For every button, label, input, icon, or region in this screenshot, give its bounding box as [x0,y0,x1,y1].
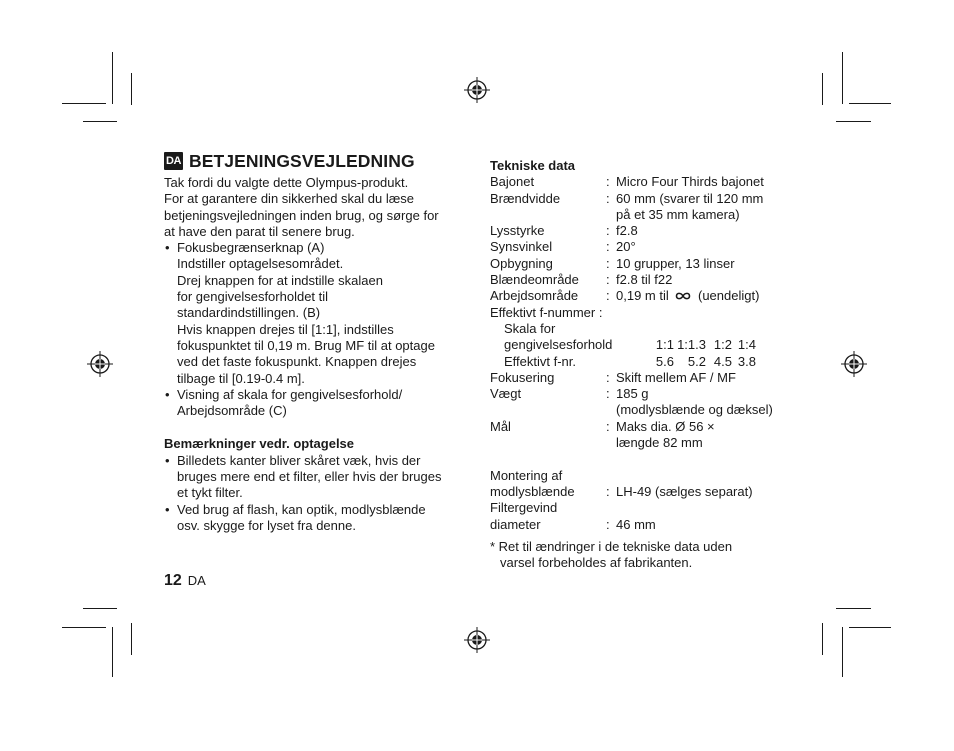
spec-value: Micro Four Thirds bajonet [616,174,764,190]
spec-value: Maks dia. Ø 56 × [616,418,715,434]
spec-label: Arbejdsområde [490,288,579,304]
registration-target-right-icon [841,351,867,377]
spec-value: 46 mm [616,516,656,532]
spec-label: Opbygning [490,255,553,271]
spec-colon: : [606,190,610,206]
crop-mark-br-h2 [836,608,871,609]
effective-f-value: 5.2 [687,353,706,369]
spec-row-aperture-range [490,272,790,288]
crop-mark-tr-v2 [822,73,823,105]
crop-mark-bl-h2 [83,608,117,609]
crop-mark-tl-h2 [83,121,117,122]
effective-f-row [490,354,790,370]
infinity-icon [674,291,692,301]
list-item-line: • Billedets kanter bliver skåret væk, hvis der [177,452,421,468]
spec-value-part: (uendeligt) [698,288,760,304]
spec-value: 60 mm (svarer til 120 mm [616,190,764,206]
effective-f-value: 5.6 [655,353,674,369]
list-item [164,453,464,502]
list-item [164,387,464,420]
spec-value: (modlysblænde og dæksel) [616,402,773,418]
spec-value: f2.8 til f22 [616,272,673,288]
crop-mark-br-v2 [822,623,823,655]
spec-value: 10 grupper, 13 linser [616,255,735,271]
spec-label: Synsvinkel [490,239,553,255]
crop-mark-tr-v [842,52,843,104]
page-number-value: 12 [164,572,182,589]
spec-label: Mål [490,418,511,434]
effective-f-label: Effektivt f-nr. [504,353,577,369]
list-item-line: bruges mere end et filter, eller hvis der bruges [177,469,442,485]
list-item-line: osv. skygge for lyset fra denne. [177,517,356,533]
crop-mark-br-h [849,627,891,628]
spec-label: Bajonet [490,174,535,190]
spec-colon: : [606,369,610,385]
spec-row-weight [490,386,790,402]
spec-row-weight-cont [490,402,790,418]
registration-target-top-icon [464,77,490,103]
spec-row-focal-length [490,191,790,207]
spec-value: på et 35 mm kamera) [616,206,740,222]
spec-label: Filtergevind [490,500,558,516]
list-item-line: et tykt filter. [177,485,243,501]
spec-label: Vægt [490,386,522,402]
crop-mark-tl-h [62,103,106,104]
page-number [164,572,206,590]
spec-value-part: 0,19 m til [616,288,669,304]
spec-label: diameter [490,516,541,532]
intro-line: betjeningsvejledningen inden brug, og sørge for [164,207,439,223]
list-item-line: ved det faste fokuspunkt. Knappen drejes [177,354,417,370]
spec-colon: : [606,386,610,402]
scale-label: Skala for [504,320,556,336]
spec-row-filter [490,517,790,533]
spec-label: Montering af [490,467,563,483]
registration-target-bottom-icon [464,627,490,653]
spec-colon: : [606,255,610,271]
spec-row-angle [490,239,790,255]
spec-colon: : [606,223,610,239]
footnote [490,539,790,572]
section-title-row [164,150,464,172]
scale-value: 1:1 [655,337,674,353]
crop-mark-bl-v [112,627,113,677]
instructions-column [164,150,464,534]
spec-label: Fokusering [490,369,555,385]
spec-value: Skift mellem AF / MF [616,369,736,385]
effective-f-value: 3.8 [737,353,756,369]
spec-value [616,288,790,304]
spec-value: 185 g [616,386,649,402]
scale-value: 1:2 [713,337,732,353]
specs-heading: Tekniske data [490,158,576,173]
list-item-line: fokuspunktet til 0,19 m. Brug MF til at optage [177,337,435,353]
page-language: DA [187,573,206,588]
crop-mark-tl-v2 [131,73,132,105]
list-item-line: Indstiller optagelsesområdet. [177,256,344,272]
spec-label: modlysblænde [490,483,575,499]
spec-colon: : [606,272,610,288]
list-item-line: for gengivelsesforholdet til [177,289,329,305]
spec-label: Lysstyrke [490,223,545,239]
crop-mark-tr-h2 [836,121,871,122]
spec-row-focusing [490,370,790,386]
spec-colon: : [606,239,610,255]
spec-row-construction [490,256,790,272]
scale-label: gengivelsesforhold [504,337,613,353]
scale-value: 1:4 [737,337,756,353]
spec-colon: : [606,483,610,499]
feature-list [164,240,464,419]
intro-line: at have den parat til senere brug. [164,223,355,239]
spec-value: længde 82 mm [616,435,703,451]
registration-target-left-icon [87,351,113,377]
spec-row-dimensions-cont [490,435,790,451]
spec-value: LH-49 (sælges separat) [616,483,753,499]
spec-label: Brændvidde [490,190,561,206]
intro-line: For at garantere din sikkerhed skal du læse [164,191,415,207]
spec-colon: : [606,418,610,434]
effective-f-value: 4.5 [713,353,732,369]
list-item-line: Arbejdsområde (C) [177,403,287,419]
spec-colon: : [606,516,610,532]
intro-paragraph [164,175,464,240]
scale-row [490,337,790,353]
spec-row-effective-f-number: Effektivt f-nummer : [490,304,603,320]
spec-value: f2.8 [616,223,638,239]
footnote-line: * Ret til ændringer i de tekniske data uden [490,538,733,554]
spec-row-hood [490,484,790,500]
intro-line: Tak fordi du valgte dette Olympus-produkt. [164,175,409,190]
spec-colon: : [606,174,610,190]
spec-row-dimensions [490,419,790,435]
language-badge: DA [164,152,183,170]
notes-heading: Bemærkninger vedr. optagelse [164,436,355,452]
list-item-line: Drej knappen for at indstille skalaen [177,272,383,288]
list-item [164,502,464,535]
spec-row-aperture [490,223,790,239]
list-item-line: Hvis knappen drejes til [1:1], indstilles [177,321,394,337]
footnote-line: varsel forbeholdes af fabrikanten. [500,555,693,571]
crop-mark-br-v [842,627,843,677]
spec-row-working-range [490,288,790,304]
spec-row-mount [490,174,790,190]
page-title: BETJENINGSVEJLEDNING [189,150,415,171]
specifications-column [490,158,790,571]
crop-mark-tl-v [112,52,113,104]
spec-colon: : [606,288,610,304]
spec-value: 20° [616,239,636,255]
crop-mark-bl-h [62,627,106,628]
list-item-line: • Fokusbegrænserknap (A) [177,240,325,256]
list-item-line: tilbage til [0.19-0.4 m]. [177,370,305,386]
spec-label: Blændeområde [490,272,579,288]
list-item-line: • Visning af skala for gengivelsesforhold/ [177,386,403,402]
list-item [164,240,464,387]
list-item-line: standardindstillingen. (B) [177,305,321,321]
crop-mark-tr-h [849,103,891,104]
crop-mark-bl-v2 [131,623,132,655]
list-item-line: • Ved brug af flash, kan optik, modlysblænde [177,501,426,517]
notes-list [164,453,464,534]
spec-row-focal-length-cont [490,207,790,223]
scale-value: 1:1.3 [677,337,706,353]
